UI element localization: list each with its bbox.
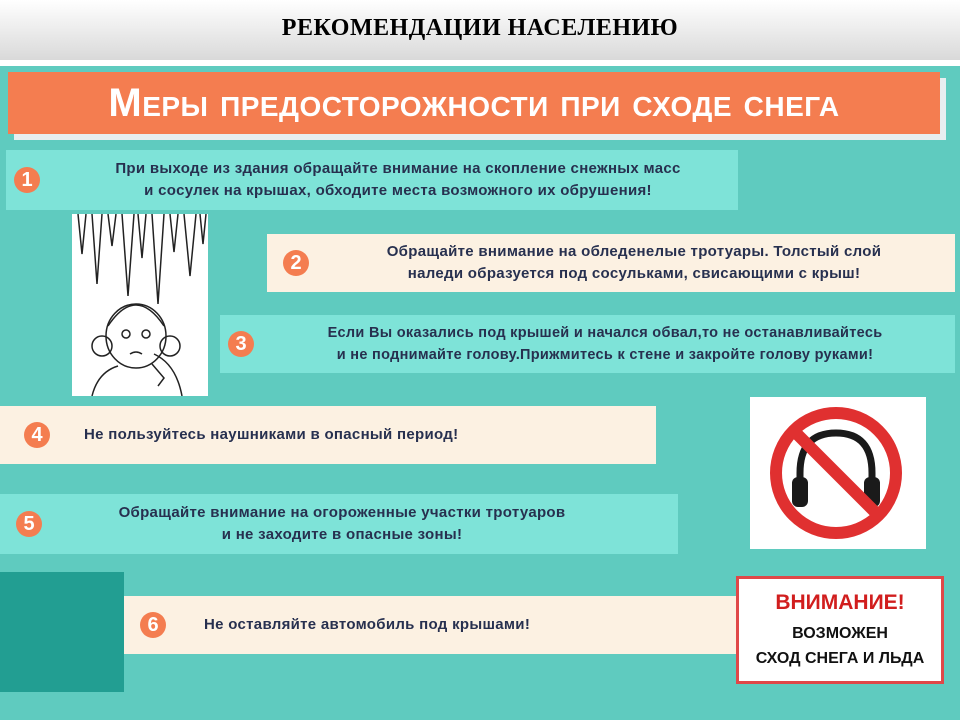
tip-5-line-2: и не заходите в опасные зоны! [221, 526, 463, 543]
tip-1-text [58, 158, 738, 202]
decorative-block [0, 572, 124, 692]
tip-5 [0, 494, 678, 554]
warning-title: ВНИМАНИЕ! [775, 591, 905, 614]
tip-2-line-2: наледи образуется под сосульками, свисающими с крыш! [407, 265, 861, 282]
tip-3-line-1: Если Вы оказались под крышей и начался обвал,то не останавливайтесь [327, 325, 883, 341]
tip-3-line-2: и не поднимайте голову.Прижмитесь к стене и закройте голову руками! [336, 347, 874, 363]
tip-6-number: 6 [140, 612, 166, 638]
tip-2 [267, 234, 955, 292]
tip-2-number: 2 [283, 250, 309, 276]
poster-title-text: Меры предосторожности при сходе снега [108, 81, 840, 125]
poster-title [8, 72, 940, 134]
tip-3-number: 3 [228, 331, 254, 357]
tip-6 [124, 596, 740, 654]
no-headphones-sign [750, 397, 926, 549]
tip-1-line-2: и сосулек на крышах, обходите места возможного их обрушения! [144, 182, 652, 199]
tip-1-line-1: При выходе из здания обращайте внимание на скопление снежных масс [115, 160, 681, 177]
tip-4-text: Не пользуйтесь наушниками в опасный период! [84, 426, 459, 443]
tip-4-number: 4 [24, 422, 50, 448]
no-headphones-icon [750, 397, 926, 549]
tip-4 [0, 406, 656, 464]
tip-3 [220, 315, 955, 373]
tip-5-text [62, 502, 622, 546]
warning-line-1: ВОЗМОЖЕН [792, 625, 888, 642]
warning-line-2: СХОД СНЕГА И ЛЬДА [755, 650, 925, 667]
slide-title: РЕКОМЕНДАЦИИ НАСЕЛЕНИЮ [281, 15, 679, 41]
slide-header [0, 0, 960, 60]
tip-5-line-1: Обращайте внимание на огороженные участки тротуаров [118, 504, 566, 521]
warning-sign [736, 576, 944, 684]
tip-5-number: 5 [16, 511, 42, 537]
tip-1-number: 1 [14, 167, 40, 193]
tip-3-text [260, 322, 950, 366]
tip-2-line-1: Обращайте внимание на обледенелые тротуары. Толстый слой [386, 243, 882, 260]
tip-2-text [319, 241, 949, 285]
tip-6-text: Не оставляйте автомобиль под крышами! [204, 616, 531, 633]
tip-1 [6, 150, 738, 210]
person-under-icicles-icon [72, 214, 208, 396]
